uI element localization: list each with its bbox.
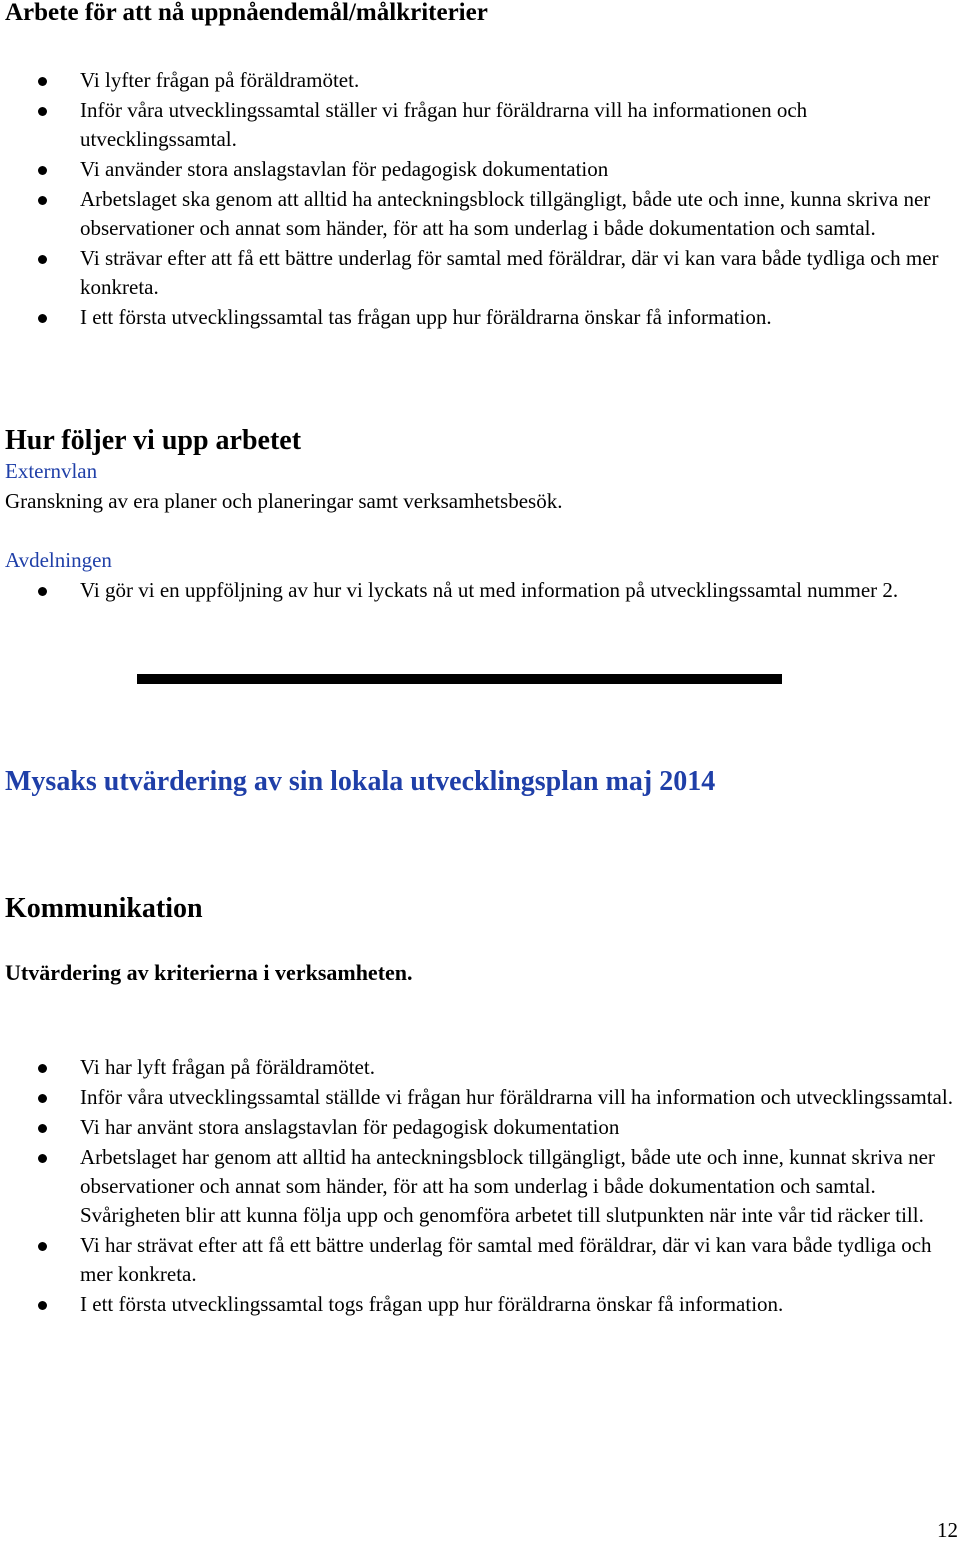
list-item: Vi gör vi en uppföljning av hur vi lyckats nå ut med information på utvecklingssamtal nummer 2. [0, 576, 955, 605]
bullet-list [0, 576, 960, 606]
list-item: Arbetslaget ska genom att alltid ha anteckningsblock tillgängligt, både ute och inne, kunna skriva ner observationer och annat som händer, för att ha som underlag i både dokumentation och samtal. [0, 185, 940, 243]
bullet-list [0, 1053, 960, 1320]
list-item: I ett första utvecklingssamtal togs frågan upp hur föräldrarna önskar få information. [0, 1290, 955, 1319]
bullet-list [0, 66, 960, 333]
divider [137, 674, 782, 684]
list-item: Vi har använt stora anslagstavlan för pedagogisk dokumentation [0, 1113, 955, 1142]
sub-heading: Utvärdering av kriterierna i verksamheten. [5, 960, 413, 985]
page-number: 12 [937, 1518, 958, 1542]
list-item: Arbetslaget har genom att alltid ha anteckningsblock tillgängligt, både ute och inne, kunnat skriva ner observationer och annat som händer, för att ha som underlag i både dokumentation och samtal. Svårigheten blir att kunna följa upp och genomföra arbetet till slutpunkten när inte vår tid räcker till. [0, 1143, 955, 1230]
section-heading: Arbete för att nå uppnåendemål/målkriterier [5, 0, 488, 26]
list-item: Vi har strävat efter att få ett bättre underlag för samtal med föräldrar, där vi kan vara både tydliga och mer konkreta. [0, 1231, 940, 1289]
section-heading: Kommunikation [5, 893, 203, 924]
list-item: Vi har lyft frågan på föräldramötet. [0, 1053, 955, 1082]
list-item: I ett första utvecklingssamtal tas frågan upp hur föräldrarna önskar få information. [0, 303, 955, 332]
list-item: Vi strävar efter att få ett bättre underlag för samtal med föräldrar, där vi kan vara både tydliga och mer konkreta. [0, 244, 955, 302]
sub-label: Avdelningen [5, 548, 112, 572]
paragraph: Granskning av era planer och planeringar samt verksamhetsbesök. [5, 489, 563, 513]
list-item: Vi lyfter frågan på föräldramötet. [0, 66, 955, 95]
section-heading: Hur följer vi upp arbetet [5, 425, 302, 456]
list-item: Inför våra utvecklingssamtal ställde vi frågan hur föräldrarna vill ha information och utvecklingssamtal. [0, 1083, 955, 1112]
list-item: Inför våra utvecklingssamtal ställer vi frågan hur föräldrarna vill ha informationen och utvecklingssamtal. [0, 96, 955, 154]
sub-label: Externvlan [5, 459, 98, 483]
page-title: Mysaks utvärdering av sin lokala utvecklingsplan maj 2014 [5, 766, 716, 797]
list-item: Vi använder stora anslagstavlan för pedagogisk dokumentation [0, 155, 955, 184]
